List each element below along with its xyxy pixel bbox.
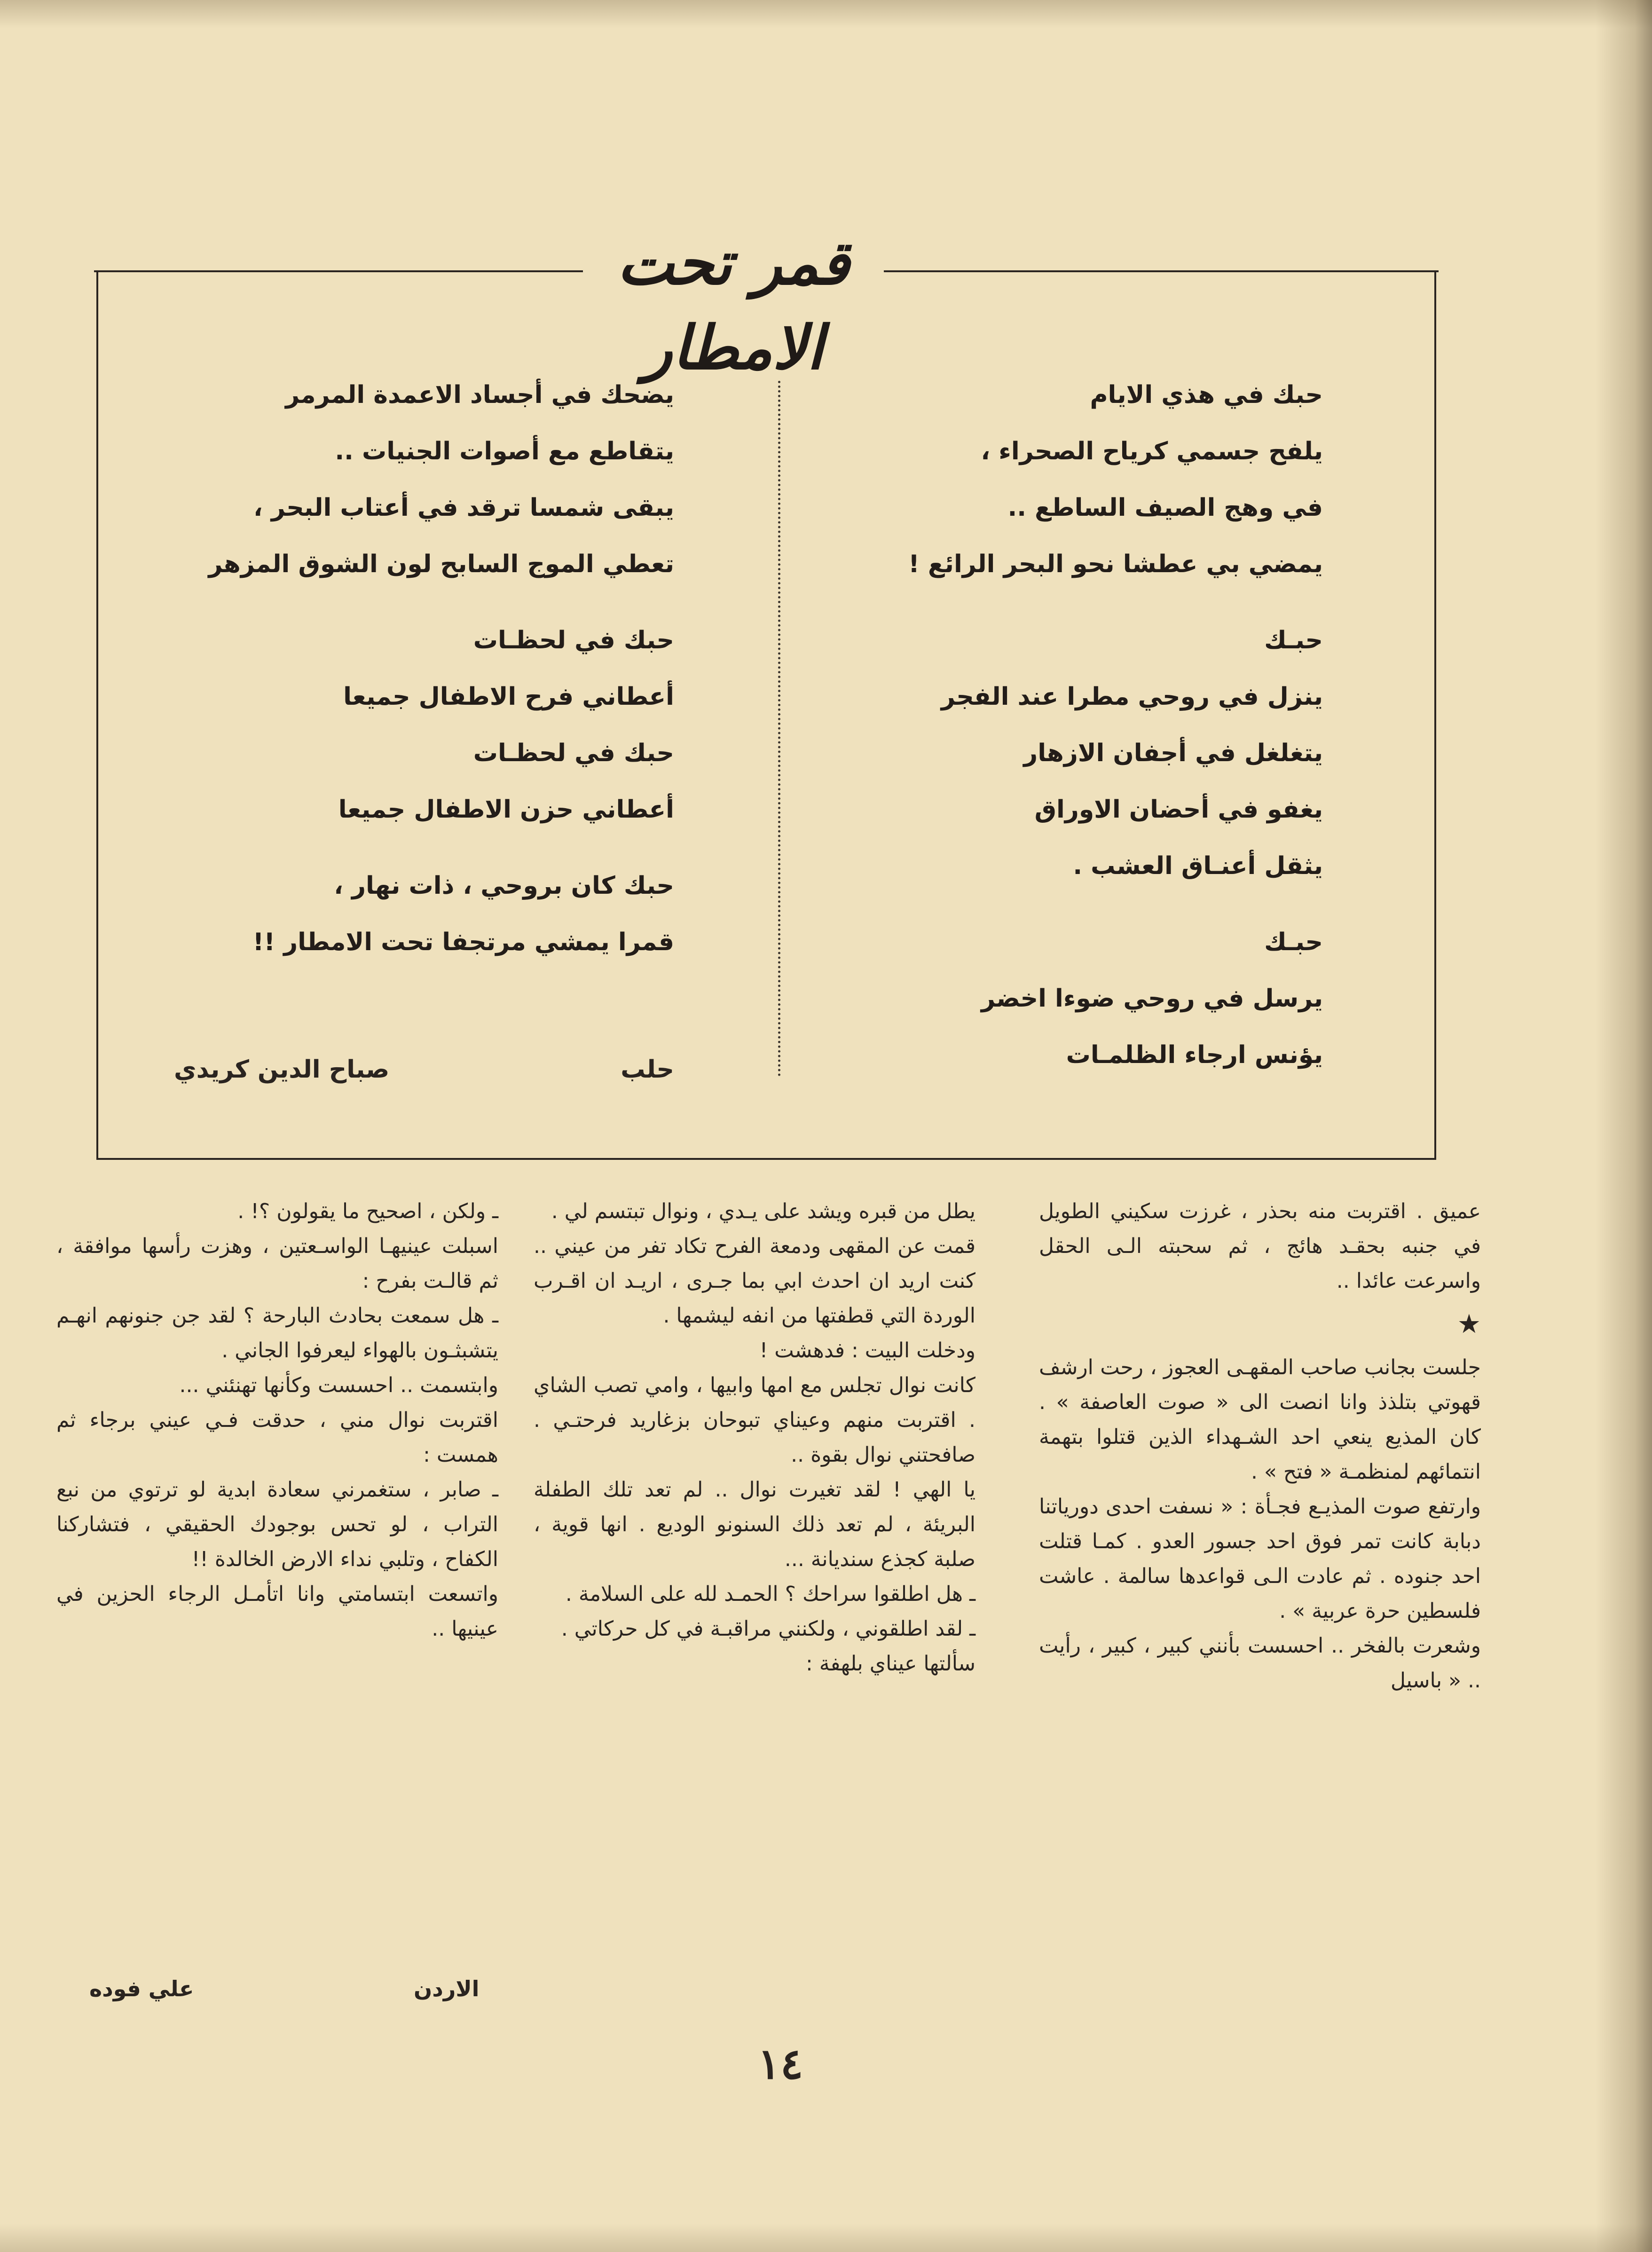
poem-line: أعطاني فرح الاطفال جميعا — [343, 683, 674, 711]
poem-city: حلب — [621, 1055, 674, 1084]
poem-line: حبك في لحظـات — [473, 626, 674, 654]
poem-author: صباح الدين كريدي — [174, 1055, 390, 1084]
poem-line: حبك في هذي الايام — [1090, 381, 1323, 409]
poem-line: يمضي بي عطشا نحو البحر الرائع ! — [908, 550, 1323, 578]
poem-line: يغفو في أحضان الاوراق — [1034, 795, 1323, 824]
story-paragraph: وابتسمت .. احسست وكأنها تهنئني ... — [179, 1373, 498, 1397]
story-paragraph: ـ صابر ، ستغمرني سعادة ابدية لو ترتوي من نبع التراب ، لو تحس بوجودك الحقيقي ، فتشاركنا الكفاح ، وتلبي نداء الارض الخالدة !! — [56, 1478, 498, 1571]
poem-line: يثقل أعنـاق العشب . — [1073, 852, 1323, 880]
poem-line: يؤنس ارجاء الظلمـات — [1066, 1041, 1323, 1069]
story-country: الاردن — [414, 1976, 480, 2001]
page-edge-right — [1596, 0, 1652, 2252]
poem-title: قمر تحت الامطار — [617, 228, 850, 383]
poem-line: ينزل في روحي مطرا عند الفجر — [941, 683, 1323, 711]
story-paragraph: واتسعت ابتسامتي وانا اتأمـل الرجاء الحزين في عينيها .. — [56, 1582, 498, 1641]
poem-line: حبـك — [1264, 626, 1323, 654]
story-paragraph: وارتفع صوت المذيـع فجـأة : « نسفت احدى دورياتنا دبابة كانت تمر فوق احد جسور العدو . كمـا قتلت احد جنوده . ثم عادت الـى قواعدها سالمة . عاشت فلسطين حرة عربية » . — [1039, 1495, 1481, 1623]
poem-line: قمرا يمشي مرتجفا تحت الامطار !! — [252, 928, 674, 956]
story-paragraph: ودخلت البيت : فدهشت ! — [759, 1339, 975, 1362]
page-edge-bottom — [0, 2224, 1652, 2252]
stanza-gap — [829, 894, 1323, 914]
story-paragraph: ـ ولكن ، اصحيح ما يقولون ؟! . — [237, 1199, 498, 1223]
story-column-middle — [534, 1194, 975, 1681]
star-separator: ★ — [1457, 1309, 1481, 1339]
poem-right-column — [829, 367, 1323, 1083]
poem-line: يبقى شمسا ترقد في أعتاب البحر ، — [253, 494, 674, 522]
poem-line: يلفح جسمي كرياح الصحراء ، — [981, 437, 1323, 465]
story-paragraph: ـ لقد اطلقوني ، ولكنني مراقبـة في كل حركاتي . — [561, 1617, 975, 1641]
story-paragraph: ـ هل سمعت بحادث البارحة ؟ لقد جن جنونهم انهـم يتشبثـون بالهواء ليعرفوا الجاني . — [56, 1304, 498, 1362]
story-author: علي فوده — [89, 1976, 194, 2001]
story-paragraph: وشعرت بالفخر .. احسست بأنني كبير ، كبير ، رأيت .. « باسيل — [1039, 1634, 1481, 1693]
poem-line: في وهج الصيف الساطع .. — [1007, 494, 1323, 522]
page-edge-top — [0, 0, 1652, 28]
poem-line: يرسل في روحي ضوءا اخضر — [981, 984, 1323, 1013]
story-paragraph: قمت عن المقهى ودمعة الفرح تكاد تفر من عيني .. كنت اريد ان احدث ابي بما جـرى ، اريـد ان اقـرب الوردة التي قطفتها من انفه ليشمها . — [534, 1234, 975, 1328]
poem-line: تعطي الموج السابح لون الشوق المزهر — [208, 550, 674, 578]
poem-line: حبك في لحظـات — [473, 739, 674, 767]
story-paragraph: سألتها عيناي بلهفة : — [805, 1652, 975, 1676]
story-paragraph: اقتربت نوال مني ، حدقت فـي عيني برجاء ثم همست : — [56, 1408, 498, 1467]
poem-left-column — [181, 367, 674, 970]
poem-line: يتغلغل في أجفان الازهار — [1023, 739, 1323, 767]
story-paragraph: عميق . اقتربت منه بحذر ، غرزت سكيني الطويل في جنبه بحقـد هائج ، ثم سحبته الـى الحقل واسرعت عائدا .. — [1039, 1199, 1481, 1293]
story-paragraph: يطل من قبره ويشد على يـدي ، ونوال تبتسم لي . — [551, 1199, 975, 1223]
story-column-left — [56, 1194, 498, 1646]
story-paragraph: جلست بجانب صاحب المقهـى العجوز ، رحت ارشف قهوتي بتلذذ وانا انصت الى « صوت العاصفة » . كان المذيع ينعي احد الشـهداء الذين قتلوا بتهمة انتمائهم لمنظمـة « فتح » . — [1039, 1355, 1481, 1484]
poem-line: حبـك — [1264, 928, 1323, 956]
poem-line: حبك كان بروحي ، ذات نهار ، — [334, 872, 674, 900]
story-paragraph: ـ هل اطلقوا سراحك ؟ الحمـد لله على السلامة . — [565, 1582, 975, 1606]
stanza-gap — [181, 592, 674, 612]
poem-line: يتقاطع مع أصوات الجنيات .. — [335, 437, 674, 465]
story-paragraph: يا الهي ! لقد تغيرت نوال .. لم تعد تلك الطفلة البريئة ، لم تعد ذلك السنونو الوديع . انها قوية ، صلبة كجذع سنديانة ... — [534, 1478, 975, 1571]
poem-line: يضحك في أجساد الاعمدة المرمر — [285, 381, 674, 409]
stanza-gap — [181, 838, 674, 858]
page-number: ١٤ — [757, 2039, 803, 2089]
poem-column-divider — [778, 381, 780, 1077]
stanza-gap — [829, 592, 1323, 612]
story-column-right — [1039, 1194, 1481, 1698]
story-paragraph: اسبلت عينيهـا الواسـعتين ، وهزت رأسها موافقة ، ثم قالـت بفرح : — [56, 1234, 498, 1293]
poem-line: أعطاني حزن الاطفال جميعا — [338, 795, 674, 824]
story-paragraph: كانت نوال تجلس مع امها وابيها ، وامي تصب الشاي . اقتربت منهم وعيناي تبوحان بزغاريد فرحتـي . صافحتني نوال بقوة .. — [534, 1373, 975, 1467]
